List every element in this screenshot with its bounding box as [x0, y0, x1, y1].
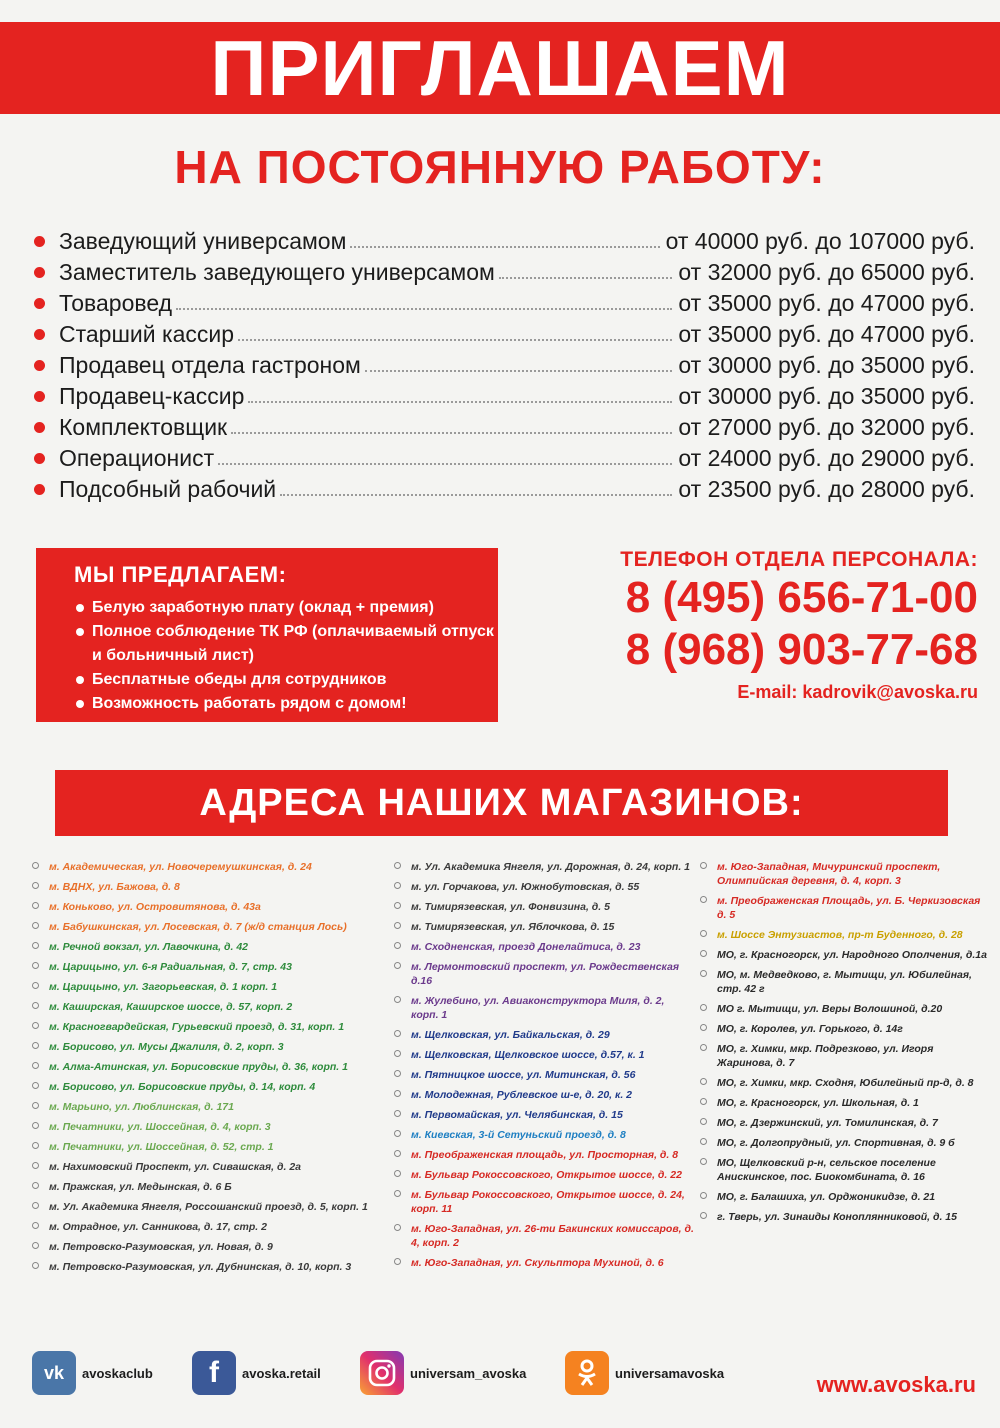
bullet-icon [34, 422, 45, 433]
address-text: МО, г. Дзержинский, ул. Томилинская, д. 7 [717, 1117, 938, 1129]
address-text: м. Преображенская Площадь, ул. Б. Черкизовская д. 5 [717, 895, 981, 921]
address-item [32, 940, 382, 954]
dotted-leader [238, 339, 672, 341]
job-item [30, 441, 975, 472]
address-text: г. Тверь, ул. Зинаиды Коноплянниковой, д. 15 [717, 1211, 957, 1223]
address-text: МО, г. Химки, мкр. Подрезково, ул. Игоря Жаринова, д. 7 [717, 1043, 934, 1069]
job-title: Продавец-кассир [59, 383, 245, 409]
address-text: МО, г. Королев, ул. Горького, д. 14г [717, 1023, 903, 1035]
address-item [32, 1180, 382, 1194]
address-text: м. ул. Горчакова, ул. Южнобутовская, д. 55 [411, 881, 640, 893]
dotted-leader [248, 401, 672, 403]
dotted-leader [231, 432, 672, 434]
address-item [32, 960, 382, 974]
social-vk[interactable] [32, 1350, 153, 1396]
instagram-icon [360, 1351, 404, 1395]
address-text: МО, Щелковский р-н, сельское поселение Анискинское, пос. Биокомбината, д. 16 [717, 1157, 936, 1183]
job-salary: от 40000 руб. до 107000 руб. [665, 228, 975, 254]
address-text: м. Борисово, ул. Мусы Джалиля, д. 2, корп. 3 [49, 1041, 284, 1053]
dotted-leader [280, 494, 672, 496]
address-text: м. Юго-Западная, Мичуринский проспект, Олимпийская деревня, д. 4, корп. 3 [717, 861, 941, 887]
address-text: м. Молодежная, Рублевское ш-е, д. 20, к. 2 [411, 1089, 633, 1101]
bullet-icon [700, 896, 707, 903]
job-title: Подсобный рабочий [59, 476, 277, 502]
job-item [30, 255, 975, 286]
address-item [394, 880, 694, 894]
offer-text: Возможность работать рядом с домом! [92, 695, 407, 712]
address-item [394, 1108, 694, 1122]
dotted-leader [499, 277, 673, 279]
address-item [394, 860, 694, 874]
address-text: м. Речной вокзал, ул. Лавочкина, д. 42 [49, 941, 248, 953]
job-salary: от 35000 руб. до 47000 руб. [678, 290, 975, 316]
address-text: МО, м. Медведково, г. Мытищи, ул. Юбилейная, стр. 42 г [717, 969, 972, 995]
bullet-icon [32, 922, 39, 929]
address-text: м. Печатники, ул. Шоссейная, д. 4, корп. 3 [49, 1121, 271, 1133]
address-text: м. Царицыно, ул. Загорьевская, д. 1 корп. 1 [49, 981, 278, 993]
address-item [394, 1028, 694, 1042]
address-item [700, 968, 990, 996]
job-title: Заместитель заведующего универсамом [59, 259, 495, 285]
offer-box [36, 548, 498, 722]
bullet-icon [34, 236, 45, 247]
address-item [700, 894, 990, 922]
bullet-icon [34, 453, 45, 464]
bullet-icon [32, 1022, 39, 1029]
offer-item [74, 596, 498, 620]
bullet-icon [700, 970, 707, 977]
address-text: м. Нахимовский Проспект, ул. Сивашская, д. 2а [49, 1161, 302, 1173]
address-item [32, 1100, 382, 1114]
bullet-icon [32, 1182, 39, 1189]
bullet-icon [32, 1202, 39, 1209]
address-text: м. Ул. Академика Янгеля, ул. Дорожная, д. 24, корп. 1 [411, 861, 691, 873]
bullet-icon [394, 902, 401, 909]
job-salary: от 30000 руб. до 35000 руб. [678, 352, 975, 378]
address-item [700, 1042, 990, 1070]
offer-text: Полное соблюдение ТК РФ (оплачиваемый отпуск и больничный лист) [92, 623, 494, 664]
dotted-leader [350, 246, 659, 248]
bullet-icon [394, 862, 401, 869]
job-item [30, 472, 975, 503]
address-item [32, 1000, 382, 1014]
job-item [30, 379, 975, 410]
address-item [32, 880, 382, 894]
address-item [32, 920, 382, 934]
address-item [394, 1148, 694, 1162]
address-item [394, 1068, 694, 1082]
social-label: avoskaclub [82, 1365, 153, 1381]
social-odnoklassniki[interactable] [565, 1350, 724, 1396]
bullet-icon [394, 1030, 401, 1037]
job-salary: от 27000 руб. до 32000 руб. [678, 414, 975, 440]
address-item [394, 1088, 694, 1102]
bullet-icon [394, 1150, 401, 1157]
address-item [700, 1002, 990, 1016]
dotted-leader [176, 308, 672, 310]
bullet-icon [32, 902, 39, 909]
address-text: м. Юго-Западная, ул. 26-ти Бакинских комиссаров, д. 4, корп. 2 [411, 1223, 694, 1249]
address-text: м. Марьино, ул. Люблинская, д. 171 [49, 1101, 234, 1113]
address-text: м. Пражская, ул. Медынская, д. 6 Б [49, 1181, 232, 1193]
address-text: м. Первомайская, ул. Челябинская, д. 15 [411, 1109, 623, 1121]
address-text: м. ВДНХ, ул. Бажова, д. 8 [49, 881, 180, 893]
bullet-icon [700, 1192, 707, 1199]
address-item [32, 1240, 382, 1254]
social-label: avoska.retail [242, 1365, 321, 1381]
address-item [32, 860, 382, 874]
address-text: м. Щелковская, Щелковское шоссе, д.57, к. 1 [411, 1049, 645, 1061]
social-label: universamavoska [615, 1365, 725, 1381]
bullet-icon [34, 391, 45, 402]
odnoklassniki-icon [565, 1351, 609, 1395]
job-item [30, 224, 975, 255]
offer-item [74, 668, 498, 692]
address-item [700, 1116, 990, 1130]
job-item [30, 286, 975, 317]
bullet-icon [394, 1224, 401, 1231]
address-text: м. Киевская, 3-й Сетуньский проезд, д. 8 [411, 1129, 626, 1141]
address-item [32, 980, 382, 994]
job-salary: от 23500 руб. до 28000 руб. [678, 476, 975, 502]
address-text: м. Борисово, ул. Борисовские пруды, д. 14, корп. 4 [49, 1081, 316, 1093]
bullet-icon [32, 882, 39, 889]
address-text: м. Юго-Западная, ул. Скульптора Мухиной, д. 6 [411, 1257, 664, 1269]
bullet-icon [394, 1190, 401, 1197]
header-subtitle: НА ПОСТОЯННУЮ РАБОТУ: [174, 141, 826, 193]
bullet-icon [394, 1170, 401, 1177]
job-item [30, 410, 975, 441]
address-item [394, 900, 694, 914]
address-text: м. Шоссе Энтузиастов, пр-т Буденного, д. 28 [717, 929, 963, 941]
address-text: м. Царицыно, ул. 6-я Радиальная, д. 7, стр. 43 [49, 961, 292, 973]
bullet-icon [32, 1162, 39, 1169]
address-text: МО г. Мытищи, ул. Веры Волошиной, д.20 [717, 1003, 943, 1015]
address-text: м. Алма-Атинская, ул. Борисовские пруды, д. 36, корп. 1 [49, 1061, 348, 1073]
bullet-icon [394, 1110, 401, 1117]
address-column-3 [700, 860, 990, 1230]
address-item [394, 1128, 694, 1142]
bullet-icon [32, 1242, 39, 1249]
bullet-icon [34, 267, 45, 278]
job-title: Старший кассир [59, 321, 235, 347]
address-item [700, 1190, 990, 1204]
dotted-leader [365, 370, 673, 372]
bullet-icon [32, 1222, 39, 1229]
job-salary: от 30000 руб. до 35000 руб. [678, 383, 975, 409]
address-item [32, 1260, 382, 1274]
address-text: МО, г. Красногорск, ул. Народного Ополчения, д.1а [717, 949, 987, 961]
address-text: м. Красногвардейская, Гурьевский проезд, д. 31, корп. 1 [49, 1021, 345, 1033]
address-column-1 [32, 860, 382, 1280]
bullet-icon [394, 1258, 401, 1265]
address-text: м. Коньково, ул. Островитянова, д. 43а [49, 901, 261, 913]
bullet-icon [700, 862, 707, 869]
job-item [30, 317, 975, 348]
offer-item [74, 620, 498, 668]
addresses-banner [55, 770, 948, 836]
address-text: м. Тимирязевская, ул. Яблочкова, д. 15 [411, 921, 615, 933]
bullet-icon [34, 298, 45, 309]
contact-block [528, 548, 978, 703]
address-item [32, 1060, 382, 1074]
address-item [394, 1048, 694, 1062]
address-text: м. Тимирязевская, ул. Фонвизина, д. 5 [411, 901, 610, 913]
address-item [394, 1188, 694, 1216]
header-banner [0, 22, 1000, 114]
job-salary: от 32000 руб. до 65000 руб. [678, 259, 975, 285]
bullet-icon [32, 962, 39, 969]
job-salary: от 24000 руб. до 29000 руб. [678, 445, 975, 471]
bullet-icon [394, 1050, 401, 1057]
offer-title: МЫ ПРЕДЛАГАЕМ: [74, 562, 287, 587]
address-item [394, 960, 694, 988]
bullet-icon [700, 930, 707, 937]
address-item [394, 994, 694, 1022]
address-item [32, 1080, 382, 1094]
address-item [700, 1096, 990, 1110]
facebook-icon: f [192, 1351, 236, 1395]
bullet-icon [32, 862, 39, 869]
bullet-icon [394, 942, 401, 949]
bullet-icon [76, 628, 84, 636]
address-text: м. Петровско-Разумовская, ул. Дубнинская, д. 10, корп. 3 [49, 1261, 352, 1273]
bullet-icon [32, 1082, 39, 1089]
address-item [32, 1140, 382, 1154]
address-text: м. Отрадное, ул. Санникова, д. 17, стр. 2 [49, 1221, 267, 1233]
bullet-icon [700, 1212, 707, 1219]
job-title: Заведующий универсамом [59, 228, 347, 254]
offer-list [74, 596, 498, 716]
address-item [700, 948, 990, 962]
bullet-icon [32, 982, 39, 989]
bullet-icon [394, 922, 401, 929]
address-text: м. Петровско-Разумовская, ул. Новая, д. 9 [49, 1241, 273, 1253]
phone-number-2[interactable]: 8 (968) 903-77-68 [625, 625, 978, 674]
offer-item [74, 692, 498, 716]
bullet-icon [700, 1004, 707, 1011]
phone-number-1[interactable]: 8 (495) 656-71-00 [625, 573, 978, 622]
address-text: м. Бульвар Рокоссовского, Открытое шоссе, д. 24, корп. 11 [411, 1189, 685, 1215]
address-text: м. Сходненская, проезд Донелайтиса, д. 23 [411, 941, 641, 953]
address-text: м. Щелковская, ул. Байкальская, д. 29 [411, 1029, 610, 1041]
address-item [32, 900, 382, 914]
address-item [700, 928, 990, 942]
bullet-icon [700, 1078, 707, 1085]
address-item [700, 860, 990, 888]
address-item [394, 920, 694, 934]
bullet-icon [32, 1102, 39, 1109]
bullet-icon [700, 1044, 707, 1051]
bullet-icon [32, 1262, 39, 1269]
address-item [394, 1168, 694, 1182]
job-title: Операционист [59, 445, 215, 471]
address-item [394, 1256, 694, 1270]
address-item [394, 940, 694, 954]
bullet-icon [700, 1024, 707, 1031]
address-item [32, 1040, 382, 1054]
address-item [32, 1020, 382, 1034]
job-title: Комплектовщик [59, 414, 228, 440]
social-label: universam_avoska [410, 1365, 527, 1381]
bullet-icon [394, 882, 401, 889]
address-text: МО, г. Красногорск, ул. Школьная, д. 1 [717, 1097, 919, 1109]
bullet-icon [32, 1002, 39, 1009]
address-item [32, 1120, 382, 1134]
address-item [700, 1022, 990, 1036]
contact-title: ТЕЛЕФОН ОТДЕЛА ПЕРСОНАЛА: [620, 548, 978, 571]
social-facebook[interactable] [192, 1350, 321, 1396]
bullet-icon [700, 1138, 707, 1145]
bullet-icon [76, 700, 84, 708]
address-item [32, 1160, 382, 1174]
dotted-leader [218, 463, 672, 465]
offer-text: Бесплатные обеды для сотрудников [92, 671, 387, 688]
bullet-icon [32, 942, 39, 949]
bullet-icon [76, 676, 84, 684]
job-item [30, 348, 975, 379]
job-list [30, 224, 975, 503]
address-item [32, 1220, 382, 1234]
email-link[interactable]: E-mail: kadrovik@avoska.ru [737, 682, 978, 702]
bullet-icon [34, 360, 45, 371]
address-text: м. Жулебино, ул. Авиаконструктора Миля, д. 2, корп. 1 [411, 995, 665, 1021]
offer-text: Белую заработную плату (оклад + премия) [92, 599, 434, 616]
address-item [700, 1136, 990, 1150]
bullet-icon [700, 1118, 707, 1125]
job-title: Товаровед [59, 290, 173, 316]
address-item [32, 1200, 382, 1214]
bullet-icon [32, 1062, 39, 1069]
address-text: м. Лермонтовский проспект, ул. Рождественская д.16 [411, 961, 680, 987]
vk-icon: vk [32, 1351, 76, 1395]
address-text: м. Бабушкинская, ул. Лосевская, д. 7 (ж/д станция Лось) [49, 921, 347, 933]
job-salary: от 35000 руб. до 47000 руб. [678, 321, 975, 347]
bullet-icon [34, 329, 45, 340]
address-text: МО, г. Химки, мкр. Сходня, Юбилейный пр-д, д. 8 [717, 1077, 974, 1089]
address-text: МО, г. Долгопрудный, ул. Спортивная, д. 9 б [717, 1137, 955, 1149]
website-link[interactable]: www.avoska.ru [816, 1372, 976, 1397]
address-text: м. Преображенская площадь, ул. Просторная, д. 8 [411, 1149, 679, 1161]
address-item [394, 1222, 694, 1250]
address-text: м. Пятницкое шоссе, ул. Митинская, д. 56 [411, 1069, 636, 1081]
social-instagram[interactable] [360, 1350, 526, 1396]
bullet-icon [32, 1122, 39, 1129]
address-column-2 [394, 860, 694, 1276]
address-text: МО, г. Балашиха, ул. Орджоникидзе, д. 21 [717, 1191, 936, 1203]
address-text: м. Ул. Академика Янгеля, Россошанский проезд, д. 5, корп. 1 [49, 1201, 368, 1213]
address-text: м. Печатники, ул. Шоссейная, д. 52, стр. 1 [49, 1141, 274, 1153]
bullet-icon [394, 1090, 401, 1097]
job-title: Продавец отдела гастроном [59, 352, 361, 378]
address-text: м. Каширская, Каширское шоссе, д. 57, корп. 2 [49, 1001, 293, 1013]
bullet-icon [700, 950, 707, 957]
bullet-icon [700, 1158, 707, 1165]
bullet-icon [394, 1070, 401, 1077]
header-title: ПРИГЛАШАЕМ [210, 24, 790, 112]
bullet-icon [394, 962, 401, 969]
bullet-icon [32, 1042, 39, 1049]
address-item [700, 1156, 990, 1184]
bullet-icon [394, 1130, 401, 1137]
bullet-icon [32, 1142, 39, 1149]
bullet-icon [394, 996, 401, 1003]
address-text: м. Бульвар Рокоссовского, Открытое шоссе, д. 22 [411, 1169, 682, 1181]
address-item [700, 1076, 990, 1090]
bullet-icon [700, 1098, 707, 1105]
bullet-icon [34, 484, 45, 495]
bullet-icon [76, 604, 84, 612]
address-text: м. Академическая, ул. Новочеремушкинская, д. 24 [49, 861, 312, 873]
address-item [700, 1210, 990, 1224]
addresses-title: АДРЕСА НАШИХ МАГАЗИНОВ: [199, 782, 804, 824]
